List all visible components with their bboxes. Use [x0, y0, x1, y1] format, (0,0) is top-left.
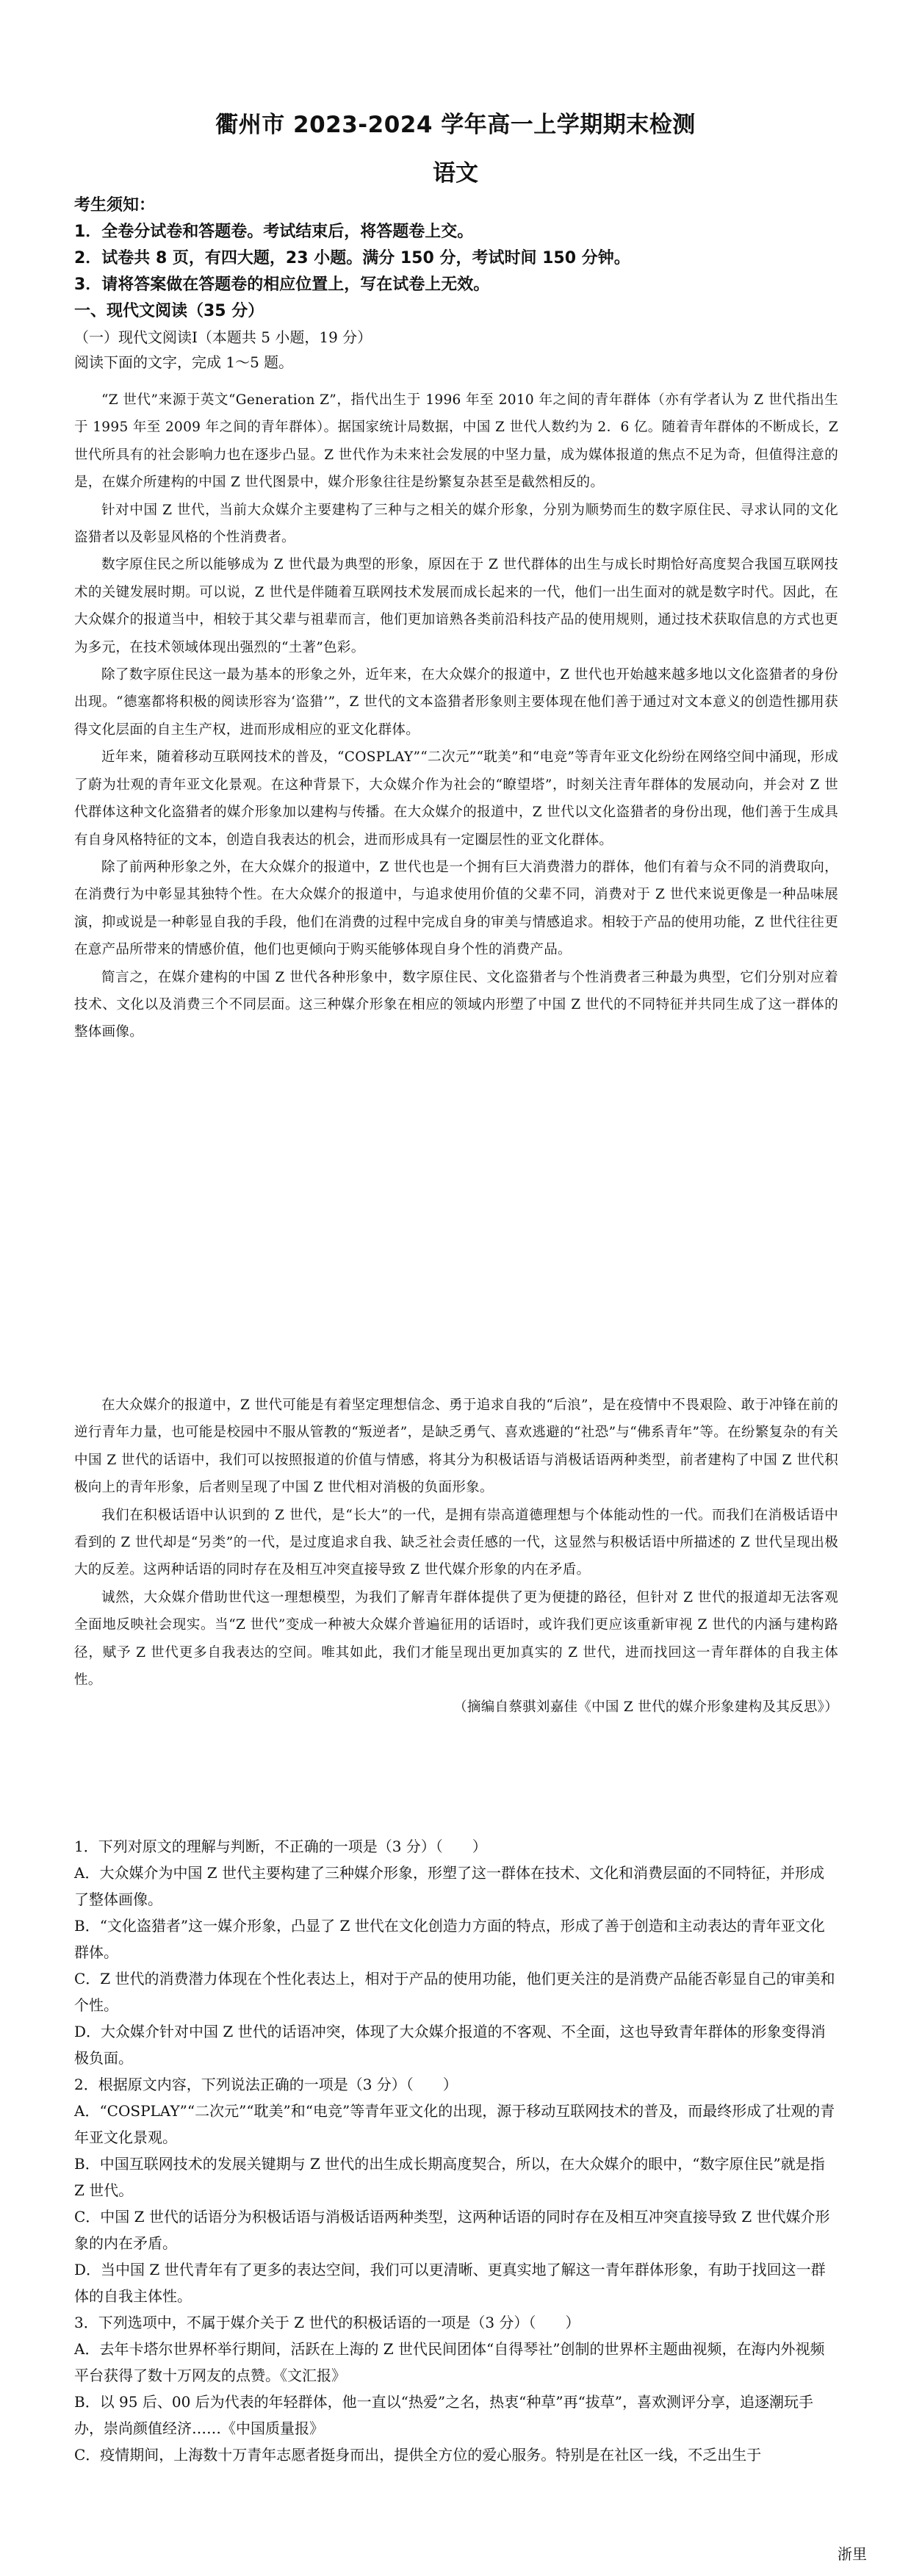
question-option: D．当中国 Z 世代青年有了更多的表达空间，我们可以更清晰、更真实地了解这一青年群体形象，有助于找回这一群体的自我主体性。 [74, 2261, 826, 2305]
notice-heading: 考生须知： [74, 196, 156, 215]
question-stem: 2．根据原文内容，下列说法正确的一项是（3 分）（ ） [74, 2076, 458, 2093]
question-option: A．“COSPLAY”“二次元”“耽美”和“电竞”等青年亚文化的出现，源于移动互联网技术的普及，而最终形成了壮观的青年亚文化景观。 [74, 2102, 835, 2146]
question-option: B．“文化盗猎者”这一媒介形象，凸显了 Z 世代在文化创造力方面的特点，形成了善于创造和主动表达的青年亚文化群体。 [74, 1917, 825, 1961]
question-option: A．去年卡塔尔世界杯举行期间，活跃在上海的 Z 世代民间团体“自得琴社”创制的世界杯主题曲视频，在海内外视频平台获得了数十万网友的点赞。《文汇报》 [74, 2340, 825, 2384]
passage-paragraph: 除了前两种形象之外，在大众媒介的报道中，Z 世代也是一个拥有巨大消费潜力的群体，他们有着与众不同的消费取向，在消费行为中彰显其独特个性。在大众媒介的报道中，与追求使用价值的父辈不同，消费对于 Z 世代来说更像是一种品味展演，抑或说是一种彰显自我的手段，他们在消费的过程中完成自身的审美与情感追求。相较于产品的使用功能，Z 世代往往更在意产品所带来的情感价值，他们也更倾向于购买能够体现自身个性的消费产品。 [74, 859, 838, 958]
passage-paragraph: 在大众媒介的报道中，Z 世代可能是有着坚定理想信念、勇于追求自我的“后浪”，是在疫情中不畏艰险、敢于冲锋在前的逆行青年力量，也可能是校园中不服从管教的“叛逆者”，是缺乏勇气、喜欢逃避的“社恐”与“佛系青年”等。在纷繁复杂的有关中国 Z 世代的话语中，我们可以按照报道的价值与情感，将其分为积极话语与消极话语两种类型，前者建构了中国 Z 世代积极向上的青年形象，后者则呈现了中国 Z 世代相对消极的负面形象。 [74, 1397, 838, 1496]
question-stem: 3．下列选项中，不属于媒介关于 Z 世代的积极话语的一项是（3 分）（ ） [74, 2314, 580, 2331]
notice-item: 3．请将答案做在答题卷的相应位置上，写在试卷上无效。 [74, 276, 490, 294]
passage-paragraph: 数字原住民之所以能够成为 Z 世代最为典型的形象，原因在于 Z 世代群体的出生与成长时期恰好高度契合我国互联网技术的关键发展时期。可以说，Z 世代是伴随着互联网技术发展而成长起来的一代，他们一出生面对的就是数字时代。因此，在大众媒介的报道当中，相较于其父辈与祖辈而言，他们更加谙熟各类前沿科技产品的使用规则，通过技术获取信息的方式也更为多元，在技术领域体现出强烈的“土著”色彩。 [74, 557, 838, 655]
passage-paragraph: 简言之，在媒介建构的中国 Z 世代各种形象中，数字原住民、文化盗猎者与个性消费者三种最为典型，它们分别对应着技术、文化以及消费三个不同层面。这三种媒介形象在相应的领域内形塑了中国 Z 世代的不同特征并共同生成了这一群体的整体画像。 [74, 969, 838, 1040]
question-option: A．大众媒介为中国 Z 世代主要构建了三种媒介形象，形塑了这一群体在技术、文化和消费层面的不同特征，并形成了整体画像。 [74, 1864, 825, 1908]
notice-item: 1．全卷分试卷和答题卷。考试结束后，将答题卷上交。 [74, 223, 474, 241]
questions-block [74, 1833, 838, 2468]
passage-paragraph: “Z 世代”来源于英文“Generation Z”，指代出生于 1996 年至 2010 年之间的青年群体（亦有学者认为 Z 世代指出生于 1995 年至 2009 年之间的青年群体）。据国家统计局数据，中国 Z 世代人数约为 2．6 亿。随着青年群体的不断成长，Z 世代所具有的社会影响力也在逐步凸显。Z 世代作为未来社会发展的中坚力量，成为媒体报道的焦点不足为奇，但值得注意的是，在媒介所建构的中国 Z 世代图景中，媒介形象往往是纷繁复杂甚至是截然相反的。 [74, 392, 838, 491]
passage-part-2 [74, 1392, 838, 1721]
passage-part-1 [74, 386, 838, 1046]
question-stem: 1．下列对原文的理解与判断，不正确的一项是（3 分）（ ） [74, 1838, 487, 1855]
notice-item: 2．试卷共 8 页，有四大题，23 小题。满分 150 分，考试时间 150 分钟。 [74, 249, 630, 267]
question-option: B．以 95 后、00 后为代表的年轻群体，他一直以“热爱”之名，热衷“种草”再“拔草”，喜欢测评分享，追逐潮玩手办，崇尚颜值经济……《中国质量报》 [74, 2393, 814, 2437]
reading-instruction: 阅读下面的文字，完成 1～5 题。 [74, 353, 294, 371]
question-option: C．疫情期间，上海数十万青年志愿者挺身而出，提供全方位的爱心服务。特别是在社区一线，不乏出生于 [74, 2446, 762, 2464]
section-sub-heading: （一）现代文阅读Ⅰ（本题共 5 小题，19 分） [74, 328, 372, 346]
passage-source: （摘编自蔡骐刘嘉佳《中国 Z 世代的媒介形象建构及其反思》） [453, 1699, 838, 1716]
section-heading: 一、现代文阅读（35 分） [74, 302, 264, 320]
passage-paragraph: 除了数字原住民这一最为基本的形象之外，近年来，在大众媒介的报道中，Z 世代也开始越来越多地以文化盗猎者的身份出现。“德塞都将积极的阅读形容为‘盗猎’”，Z 世代的文本盗猎者形象则主要体现在他们善于通过对文本意义的创造性挪用获得文化层面的自主生产权，进而形成相应的亚文化群体。 [74, 667, 838, 738]
exam-subject: 语文 [433, 160, 478, 187]
question-option: D．大众媒介针对中国 Z 世代的话语冲突，体现了大众媒介报道的不客观、不全面，这也导致青年群体的形象变得消极负面。 [74, 2023, 826, 2067]
footer-text: 浙里 [838, 2545, 867, 2563]
question-option: C．中国 Z 世代的话语分为积极话语与消极话语两种类型，这两种话语的同时存在及相互冲突直接导致 Z 世代媒介形象的内在矛盾。 [74, 2208, 830, 2252]
passage-paragraph: 我们在积极话语中认识到的 Z 世代，是“长大”的一代，是拥有崇高道德理想与个体能动性的一代。而我们在消极话语中看到的 Z 世代却是“另类”的一代，是过度追求自我、缺乏社会责任感的一代，这显然与积极话语中所描述的 Z 世代呈现出极大的反差。这两种话语的同时存在及相互冲突直接导致 Z 世代媒介形象的内在矛盾。 [74, 1507, 838, 1578]
passage-paragraph: 针对中国 Z 世代，当前大众媒介主要建构了三种与之相关的媒介形象，分别为顺势而生的数字原住民、寻求认同的文化盗猎者以及彰显风格的个性消费者。 [74, 502, 838, 546]
passage-paragraph: 近年来，随着移动互联网技术的普及，“COSPLAY”“二次元”“耽美”和“电竞”等青年亚文化纷纷在网络空间中涌现，形成了蔚为壮观的青年亚文化景观。在这种背景下，大众媒介作为社会的“瞭望塔”，时刻关注青年群体的发展动向，并会对 Z 世代群体这种文化盗猎者的媒介形象加以建构与传播。在大众媒介的报道中，Z 世代以文化盗猎者的身份出现，他们善于生成具有自身风格特征的文本，创造自我表达的机会，进而形成具有一定圈层性的亚文化群体。 [74, 749, 838, 848]
passage-paragraph: 诚然，大众媒介借助世代这一理想模型，为我们了解青年群体提供了更为便捷的路径，但针对 Z 世代的报道却无法客观全面地反映社会现实。当“Z 世代”变成一种被大众媒介普遍征用的话语时，或许我们更应该重新审视 Z 世代的内涵与建构路径，赋予 Z 世代更多自我表达的空间。唯其如此，我们才能呈现出更加真实的 Z 世代，进而找回这一青年群体的自我主体性。 [74, 1589, 838, 1688]
question-option: B．中国互联网技术的发展关键期与 Z 世代的出生成长期高度契合，所以，在大众媒介的眼中，“数字原住民”就是指 Z 世代。 [74, 2155, 825, 2199]
exam-title: 衢州市 2023-2024 学年高一上学期期末检测 [215, 112, 696, 138]
question-option: C．Z 世代的消费潜力体现在个性化表达上，相对于产品的使用功能，他们更关注的是消费产品能否彰显自己的审美和个性。 [74, 1970, 835, 2014]
notice-block [74, 193, 838, 375]
